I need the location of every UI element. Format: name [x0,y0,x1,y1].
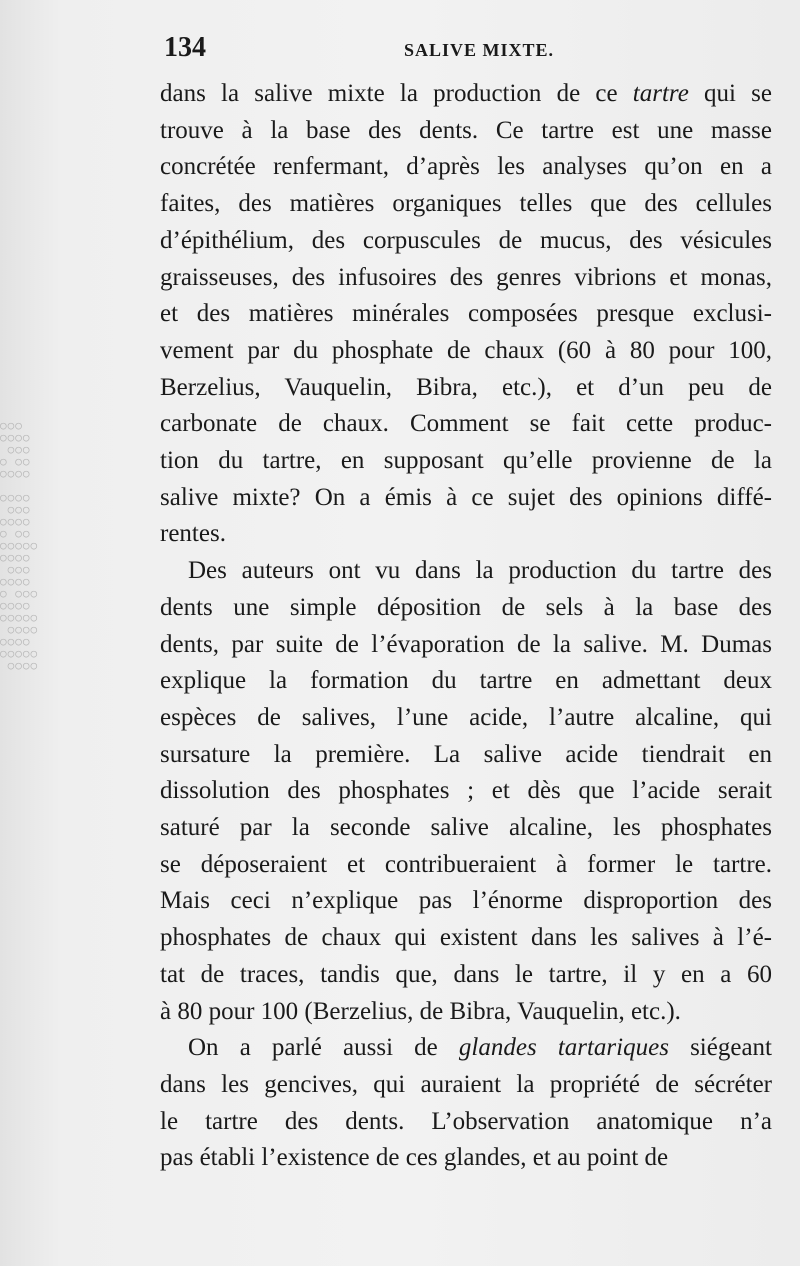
text-line: dents une simple déposition de sels à la base des [160,593,772,621]
text-line: dans la salive mixte la production de ce tartre qui se [160,80,772,107]
paragraph [160,76,772,553]
text-line: graisseuses, des infusoires des genres vibrions et monas, [160,263,772,291]
text-line: Des auteurs ont vu dans la production du tartre des [188,557,772,585]
running-title: SALIVE MIXTE. [404,40,555,60]
text-line: se déposeraient et contribueraient à former le tartre. [160,850,772,878]
text-line: concrétée renfermant, d’après les analyses qu’on en a [160,153,772,181]
text-line: espèces de salives, l’une acide, l’autre alcaline, qui [160,703,772,731]
text-line: tat de traces, tandis que, dans le tartre, il y en a 60 [160,960,772,988]
text-line: saturé par la seconde salive alcaline, les phosphates [160,814,772,842]
text-line: carbonate de chaux. Comment se fait cette produc- [160,410,772,438]
text-line: le tartre des dents. L’observation anatomique n’a [160,1107,772,1135]
text-line: faites, des matières organiques telles que des cellules [160,190,772,218]
text-line: sursature la première. La salive acide tiendrait en [160,740,772,768]
text-line: dissolution des phosphates ; et dès que l’acide serait [160,777,772,805]
italic-term: tartre [632,80,689,107]
page-number: 134 [164,32,206,63]
text-line: tion du tartre, en supposant qu’elle provienne de la [160,447,772,475]
text-line: dents, par suite de l’évaporation de la salive. M. Dumas [160,630,772,658]
text-line: trouve à la base des dents. Ce tartre est une masse [160,116,772,144]
text-line: d’épithélium, des corpuscules de mucus, des vésicules [160,226,772,254]
text-line: phosphates de chaux qui existent dans les salives à l’é- [160,924,772,952]
page-header [160,32,780,68]
text-line: pas établi l’existence de ces glandes, et au point de [160,1144,669,1172]
show-through-dots: ○○○ ○○○○ ○○○ ○ ○○ ○○○○ ○○○○ ○○○ ○○○○ ○ ○○ ○○○○○ ○○○○ ○○○ ○○○○ ○ ○○○ ○○○○ ○○○○○ ○○○○ ○○○○ ○○○○○ ○○○○ [0,419,39,672]
text-line: dans les gencives, qui auraient la propriété de sécréter [160,1070,772,1098]
text-line: rentes. [160,520,226,548]
text-line: vement par du phosphate de chaux (60 à 80 pour 100, [160,336,772,364]
text-line: à 80 pour 100 (Berzelius, de Bibra, Vauquelin, etc.). [160,997,681,1025]
text-line: On a parlé aussi de glandes tartariques siégeant [188,1034,772,1062]
italic-term: glandes tartariques [458,1034,669,1062]
text-line: salive mixte? On a émis à ce sujet des opinions diffé- [160,483,772,511]
paragraph [160,1030,772,1177]
text-line: Berzelius, Vauquelin, Bibra, etc.), et d’un peu de [160,373,772,401]
text-line: Mais ceci n’explique pas l’énorme disproportion des [160,887,772,915]
paragraph [160,553,772,1030]
text-line: et des matières minérales composées presque exclusi- [160,300,772,328]
body-text [160,76,772,1177]
text-line: explique la formation du tartre en admettant deux [160,667,772,695]
